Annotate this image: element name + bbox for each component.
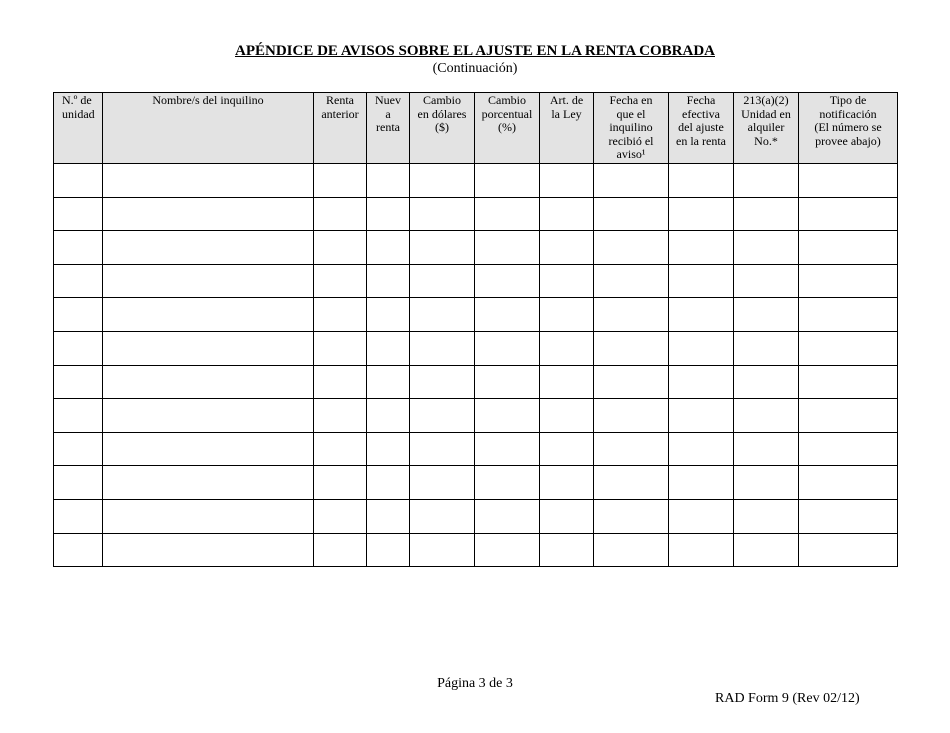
table-cell[interactable] <box>540 264 594 298</box>
table-cell[interactable] <box>367 466 410 500</box>
table-cell[interactable] <box>103 231 314 265</box>
table-cell[interactable] <box>410 231 475 265</box>
table-cell[interactable] <box>367 331 410 365</box>
table-header-row <box>54 93 898 164</box>
table-cell[interactable] <box>367 231 410 265</box>
table-cell[interactable] <box>540 466 594 500</box>
column-header-rental-unit-number: 213(a)(2) Unidad en alquiler No.* <box>734 93 799 164</box>
table-cell[interactable] <box>734 264 799 298</box>
table-cell[interactable] <box>410 466 475 500</box>
table-cell[interactable] <box>669 432 734 466</box>
table-cell[interactable] <box>103 197 314 231</box>
table-row <box>54 466 898 500</box>
table-cell[interactable] <box>103 164 314 198</box>
document-title: APÉNDICE DE AVISOS SOBRE EL AJUSTE EN LA RENTA COBRADA <box>235 43 715 59</box>
table-cell[interactable] <box>314 399 367 433</box>
table-cell[interactable] <box>410 533 475 567</box>
table-cell[interactable] <box>314 164 367 198</box>
table-cell[interactable] <box>799 298 898 332</box>
table-cell[interactable] <box>669 298 734 332</box>
table-cell[interactable] <box>54 231 103 265</box>
table-cell[interactable] <box>314 365 367 399</box>
table-cell[interactable] <box>594 466 669 500</box>
table-cell[interactable] <box>367 164 410 198</box>
table-cell[interactable] <box>594 533 669 567</box>
table-row <box>54 231 898 265</box>
table-cell[interactable] <box>54 197 103 231</box>
table-cell[interactable] <box>103 432 314 466</box>
table-cell[interactable] <box>475 466 540 500</box>
table-cell[interactable] <box>103 365 314 399</box>
table-cell[interactable] <box>594 399 669 433</box>
table-cell[interactable] <box>594 197 669 231</box>
table-cell[interactable] <box>799 533 898 567</box>
table-row <box>54 365 898 399</box>
table-cell[interactable] <box>540 298 594 332</box>
table-row <box>54 399 898 433</box>
column-header-effective-date: Fecha efectiva del ajuste en la renta <box>669 93 734 164</box>
column-header-notice-received-date: Fecha en que el inquilino recibió el aviso¹ <box>594 93 669 164</box>
table-cell[interactable] <box>54 399 103 433</box>
table-cell[interactable] <box>594 365 669 399</box>
table-cell[interactable] <box>734 197 799 231</box>
table-cell[interactable] <box>410 399 475 433</box>
table-cell[interactable] <box>594 298 669 332</box>
table-cell[interactable] <box>54 365 103 399</box>
table-cell[interactable] <box>54 264 103 298</box>
table-cell[interactable] <box>669 533 734 567</box>
table-cell[interactable] <box>410 164 475 198</box>
table-cell[interactable] <box>103 466 314 500</box>
table-cell[interactable] <box>669 365 734 399</box>
document-subtitle: (Continuación) <box>432 61 518 76</box>
table-cell[interactable] <box>103 399 314 433</box>
table-cell[interactable] <box>475 331 540 365</box>
table-row <box>54 298 898 332</box>
table-cell[interactable] <box>475 298 540 332</box>
table-cell[interactable] <box>669 231 734 265</box>
table-cell[interactable] <box>54 432 103 466</box>
table-cell[interactable] <box>410 331 475 365</box>
table-cell[interactable] <box>475 499 540 533</box>
table-cell[interactable] <box>410 365 475 399</box>
table-cell[interactable] <box>669 499 734 533</box>
table-cell[interactable] <box>103 264 314 298</box>
table-cell[interactable] <box>540 331 594 365</box>
table-cell[interactable] <box>475 399 540 433</box>
column-header-unit-number: N.º de unidad <box>54 93 103 164</box>
table-cell[interactable] <box>54 499 103 533</box>
table-cell[interactable] <box>540 399 594 433</box>
table-cell[interactable] <box>367 264 410 298</box>
table-row <box>54 197 898 231</box>
table-cell[interactable] <box>367 499 410 533</box>
table-cell[interactable] <box>669 164 734 198</box>
table-cell[interactable] <box>103 331 314 365</box>
table-cell[interactable] <box>314 499 367 533</box>
table-cell[interactable] <box>540 432 594 466</box>
table-cell[interactable] <box>734 331 799 365</box>
table-cell[interactable] <box>103 533 314 567</box>
table-cell[interactable] <box>799 264 898 298</box>
table-cell[interactable] <box>367 298 410 332</box>
table-cell[interactable] <box>594 231 669 265</box>
table-row <box>54 164 898 198</box>
table-cell[interactable] <box>799 331 898 365</box>
column-header-new-rent: Nuev a renta <box>367 93 410 164</box>
table-cell[interactable] <box>475 432 540 466</box>
notices-table <box>53 92 898 567</box>
table-cell[interactable] <box>594 432 669 466</box>
table-cell[interactable] <box>367 197 410 231</box>
table-cell[interactable] <box>410 298 475 332</box>
table-cell[interactable] <box>799 365 898 399</box>
column-header-dollar-change: Cambio en dólares ($) <box>410 93 475 164</box>
table-row <box>54 499 898 533</box>
table-cell[interactable] <box>314 197 367 231</box>
page-number: Página 3 de 3 <box>437 676 513 691</box>
table-cell[interactable] <box>540 231 594 265</box>
table-cell[interactable] <box>410 197 475 231</box>
table-cell[interactable] <box>54 298 103 332</box>
table-cell[interactable] <box>540 164 594 198</box>
table-cell[interactable] <box>799 197 898 231</box>
table-cell[interactable] <box>734 533 799 567</box>
table-cell[interactable] <box>54 466 103 500</box>
table-cell[interactable] <box>734 432 799 466</box>
column-header-tenant-names: Nombre/s del inquilino <box>103 93 314 164</box>
table-cell[interactable] <box>734 365 799 399</box>
table-row <box>54 533 898 567</box>
table-cell[interactable] <box>475 197 540 231</box>
table-cell[interactable] <box>734 231 799 265</box>
table-cell[interactable] <box>669 331 734 365</box>
table-cell[interactable] <box>367 533 410 567</box>
table-cell[interactable] <box>799 399 898 433</box>
table-cell[interactable] <box>799 499 898 533</box>
table-cell[interactable] <box>475 264 540 298</box>
table-row <box>54 432 898 466</box>
table-cell[interactable] <box>734 164 799 198</box>
table-cell[interactable] <box>734 499 799 533</box>
table-cell[interactable] <box>594 264 669 298</box>
table-cell[interactable] <box>540 533 594 567</box>
column-header-percent-change: Cambio porcentual (%) <box>475 93 540 164</box>
table-cell[interactable] <box>669 197 734 231</box>
table-cell[interactable] <box>799 466 898 500</box>
table-cell[interactable] <box>594 331 669 365</box>
table-cell[interactable] <box>594 164 669 198</box>
table-cell[interactable] <box>410 432 475 466</box>
table-cell[interactable] <box>475 231 540 265</box>
table-cell[interactable] <box>669 264 734 298</box>
table-cell[interactable] <box>475 365 540 399</box>
table-cell[interactable] <box>54 164 103 198</box>
table-cell[interactable] <box>314 331 367 365</box>
table-cell[interactable] <box>475 164 540 198</box>
table-cell[interactable] <box>540 197 594 231</box>
form-identifier: RAD Form 9 (Rev 02/12) <box>715 691 860 706</box>
table-row <box>54 331 898 365</box>
column-header-law-article: Art. de la Ley <box>540 93 594 164</box>
table-cell[interactable] <box>734 298 799 332</box>
table-cell[interactable] <box>594 499 669 533</box>
column-header-previous-rent: Renta anterior <box>314 93 367 164</box>
table-cell[interactable] <box>54 331 103 365</box>
table-cell[interactable] <box>314 466 367 500</box>
table-cell[interactable] <box>314 432 367 466</box>
table-row <box>54 264 898 298</box>
table-cell[interactable] <box>367 399 410 433</box>
table-cell[interactable] <box>103 298 314 332</box>
table-cell[interactable] <box>734 466 799 500</box>
table-cell[interactable] <box>314 298 367 332</box>
table-cell[interactable] <box>314 231 367 265</box>
column-header-notification-type: Tipo de notificación (El número se provee abajo) <box>799 93 898 164</box>
table-cell[interactable] <box>799 164 898 198</box>
table-cell[interactable] <box>103 499 314 533</box>
table-cell[interactable] <box>475 533 540 567</box>
table-cell[interactable] <box>367 432 410 466</box>
table-cell[interactable] <box>367 365 410 399</box>
table-cell[interactable] <box>54 533 103 567</box>
table-cell[interactable] <box>734 399 799 433</box>
table-cell[interactable] <box>669 466 734 500</box>
table-cell[interactable] <box>314 264 367 298</box>
table-cell[interactable] <box>314 533 367 567</box>
table-cell[interactable] <box>540 365 594 399</box>
table-cell[interactable] <box>669 399 734 433</box>
table-cell[interactable] <box>540 499 594 533</box>
table-cell[interactable] <box>799 231 898 265</box>
table-cell[interactable] <box>799 432 898 466</box>
table-cell[interactable] <box>410 499 475 533</box>
table-cell[interactable] <box>410 264 475 298</box>
